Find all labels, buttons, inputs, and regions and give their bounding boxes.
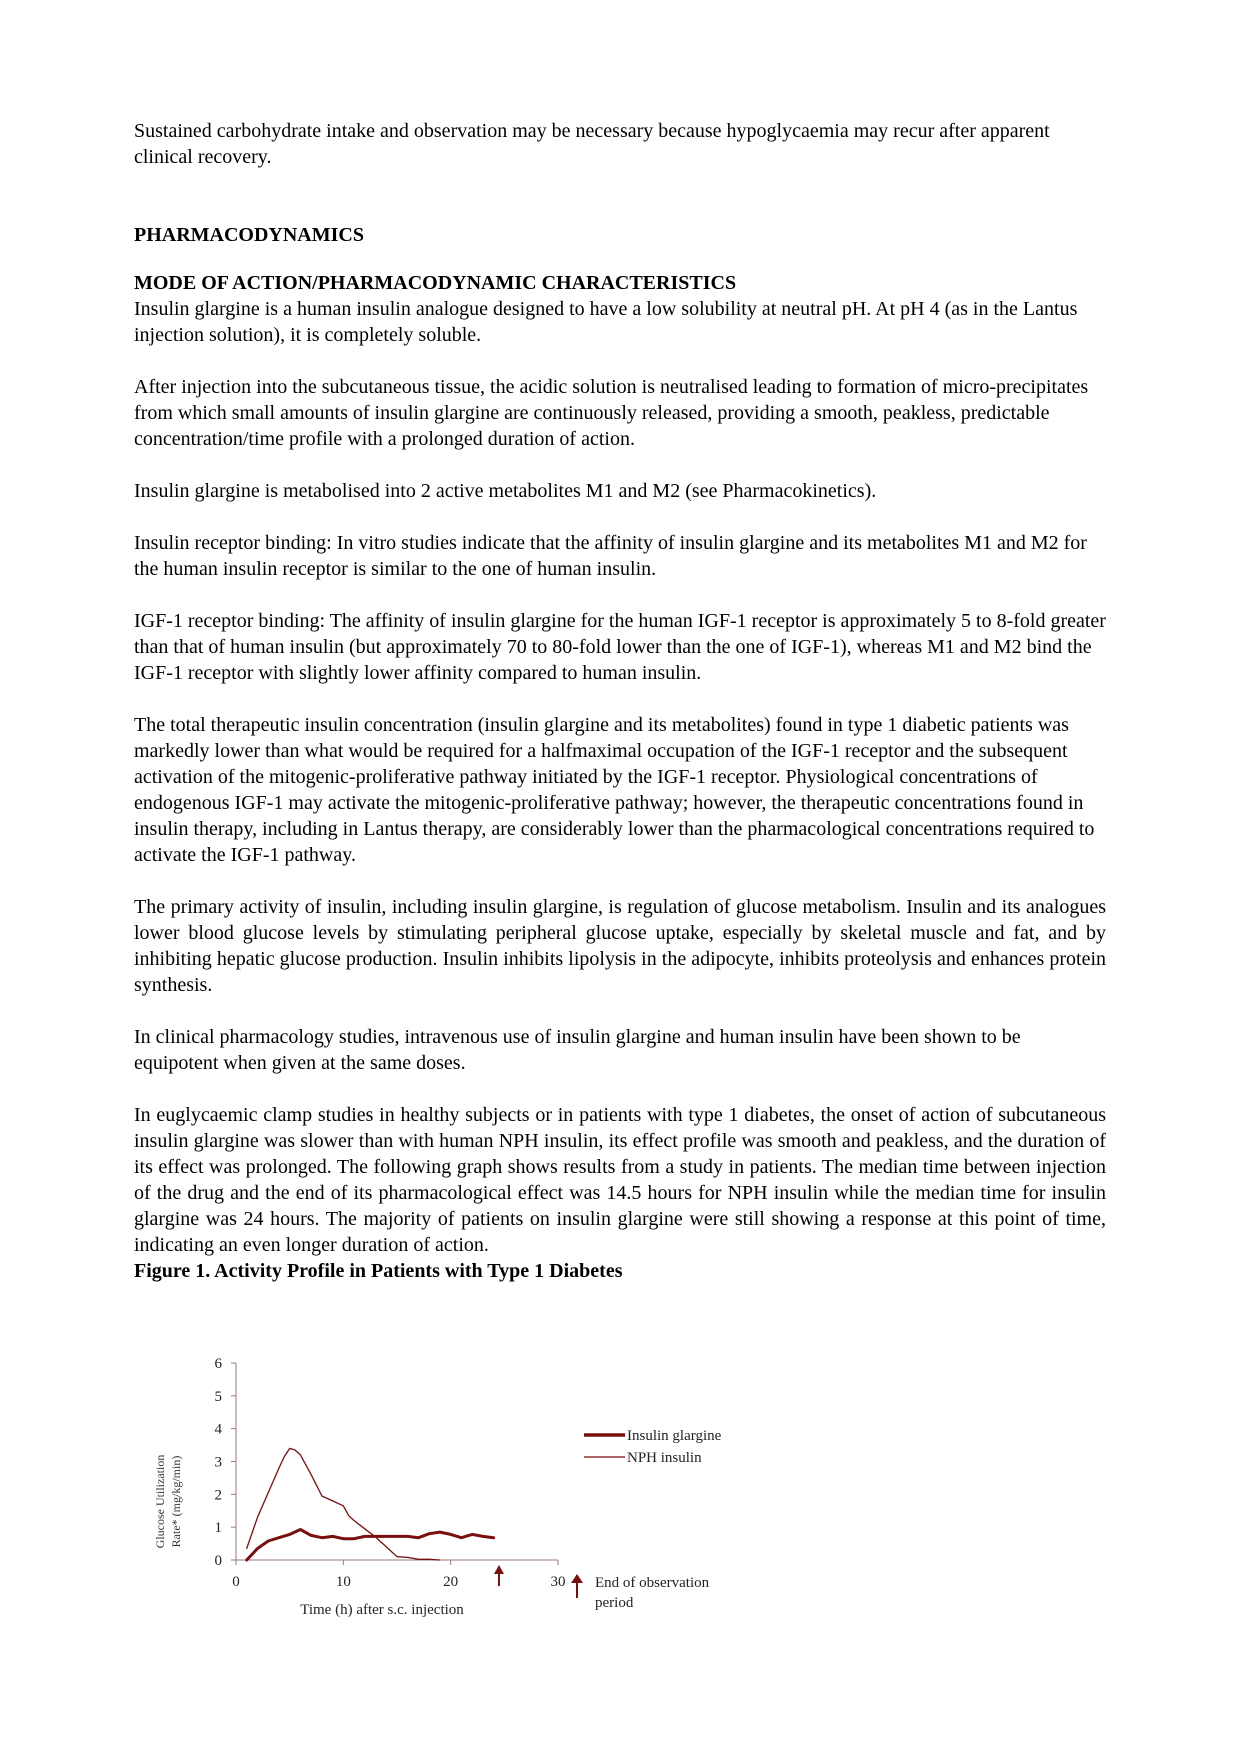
y-tick-label: 5	[214, 1388, 222, 1405]
y-axis-title-line1: Glucose Utilization	[153, 1454, 167, 1549]
legend-arrow-up-icon	[571, 1574, 583, 1598]
chart-legend	[571, 1428, 722, 1611]
x-tick-label: 0	[232, 1574, 240, 1590]
figure-caption: Figure 1. Activity Profile in Patients with Type 1 Diabetes	[134, 1260, 623, 1282]
end-observation-arrow-icon	[494, 1565, 504, 1586]
legend-label-nph: NPH insulin	[627, 1450, 702, 1466]
document-page	[134, 118, 1106, 1284]
activity-profile-chart	[150, 1340, 770, 1640]
chart-canvas	[150, 1340, 770, 1640]
y-tick-label: 1	[214, 1520, 222, 1537]
subheading-mode-of-action: MODE OF ACTION/PHARMACODYNAMIC CHARACTERISTICS	[134, 272, 737, 294]
y-tick-label: 6	[214, 1356, 222, 1372]
legend-label-period: period	[595, 1595, 634, 1611]
series-line-nph	[247, 1448, 440, 1560]
y-tick-label: 4	[214, 1421, 222, 1438]
y-tick-label: 3	[214, 1454, 222, 1471]
paragraph-metabolites: Insulin glargine is metabolised into 2 active metabolites M1 and M2 (see Pharmacokinetics).	[134, 480, 877, 502]
series-line-glargine	[247, 1530, 494, 1561]
y-tick-label: 2	[214, 1487, 222, 1504]
legend-label-glargine: Insulin glargine	[627, 1428, 722, 1444]
x-tick-label: 10	[335, 1574, 351, 1590]
paragraph-clinical-pharmacology: In clinical pharmacology studies, intravenous use of insulin glargine and human insulin have been shown to be equipotent when given at the same doses.	[134, 1026, 1021, 1074]
paragraph-primary-activity: The primary activity of insulin, including insulin glargine, is regulation of glucose metabolism. Insulin and its analogues lower blood glucose levels by stimulating peripheral glucose uptake, especially by skeletal muscle and fat, and by inhibiting hepatic glucose production. Insulin inhibits lipolysis in the adipocyte, inhibits proteolysis and enhances protein synthesis.	[134, 896, 1106, 996]
paragraph-injection: After injection into the subcutaneous tissue, the acidic solution is neutralised leading to formation of micro-precipitates from which small amounts of insulin glargine are continuously released, providing a smooth, peakless, predictable concentration/time profile with a prolonged duration of action.	[134, 376, 1089, 450]
y-axis-title-line2: Rate* (mg/kg/min)	[169, 1455, 183, 1548]
paragraph-therapeutic-concentration: The total therapeutic insulin concentration (insulin glargine and its metabolites) found in type 1 diabetic patients was markedly lower than what would be required for a halfmaximal occupation of the IGF-1 receptor and the subsequent activation of the mitogenic-proliferative pathway initiated by the IGF-1 receptor. Physiological concentrations of endogenous IGF-1 may activate the mitogenic-proliferative pathway; however, the therapeutic concentrations found in insulin therapy, including in Lantus therapy, are considerably lower than the pharmacological concentrations required to activate the IGF-1 pathway.	[134, 714, 1095, 866]
x-tick-label: 30	[550, 1574, 566, 1590]
chart-series	[247, 1448, 504, 1586]
y-tick-label: 0	[214, 1553, 222, 1569]
chart-axes	[153, 1356, 566, 1618]
paragraph-solubility: Insulin glargine is a human insulin analogue designed to have a low solubility at neutral pH. At pH 4 (as in the Lantus injection solution), it is completely soluble.	[134, 298, 1078, 346]
section-heading-pharmacodynamics: PHARMACODYNAMICS	[134, 224, 364, 246]
paragraph-insulin-receptor: Insulin receptor binding: In vitro studies indicate that the affinity of insulin glargine and its metabolites M1 and M2 for the human insulin receptor is similar to the one of human insulin.	[134, 532, 1087, 580]
paragraph-igf1-receptor: IGF-1 receptor binding: The affinity of insulin glargine for the human IGF-1 receptor is approximately 5 to 8-fold greater than that of human insulin (but approximately 70 to 80-fold lower than the one of IGF-1), whereas M1 and M2 bind the IGF-1 receptor with slightly lower affinity compared to human insulin.	[134, 610, 1106, 684]
paragraph-euglycaemic-clamp: In euglycaemic clamp studies in healthy subjects or in patients with type 1 diabetes, the onset of action of subcutaneous insulin glargine was slower than with human NPH insulin, its effect profile was smooth and peakless, and the duration of its effect was prolonged. The following graph shows results from a study in patients. The median time between injection of the drug and the end of its pharmacological effect was 14.5 hours for NPH insulin while the median time for insulin glargine was 24 hours. The majority of patients on insulin glargine were still showing a response at this point of time, indicating an even longer duration of action.	[134, 1104, 1106, 1256]
legend-label-end-observation: End of observation	[595, 1575, 710, 1591]
x-tick-label: 20	[443, 1574, 459, 1590]
x-axis-title: Time (h) after s.c. injection	[300, 1602, 464, 1618]
paragraph-hypoglycaemia-note: Sustained carbohydrate intake and observation may be necessary because hypoglycaemia may recur after apparent clinical recovery.	[134, 120, 1050, 168]
